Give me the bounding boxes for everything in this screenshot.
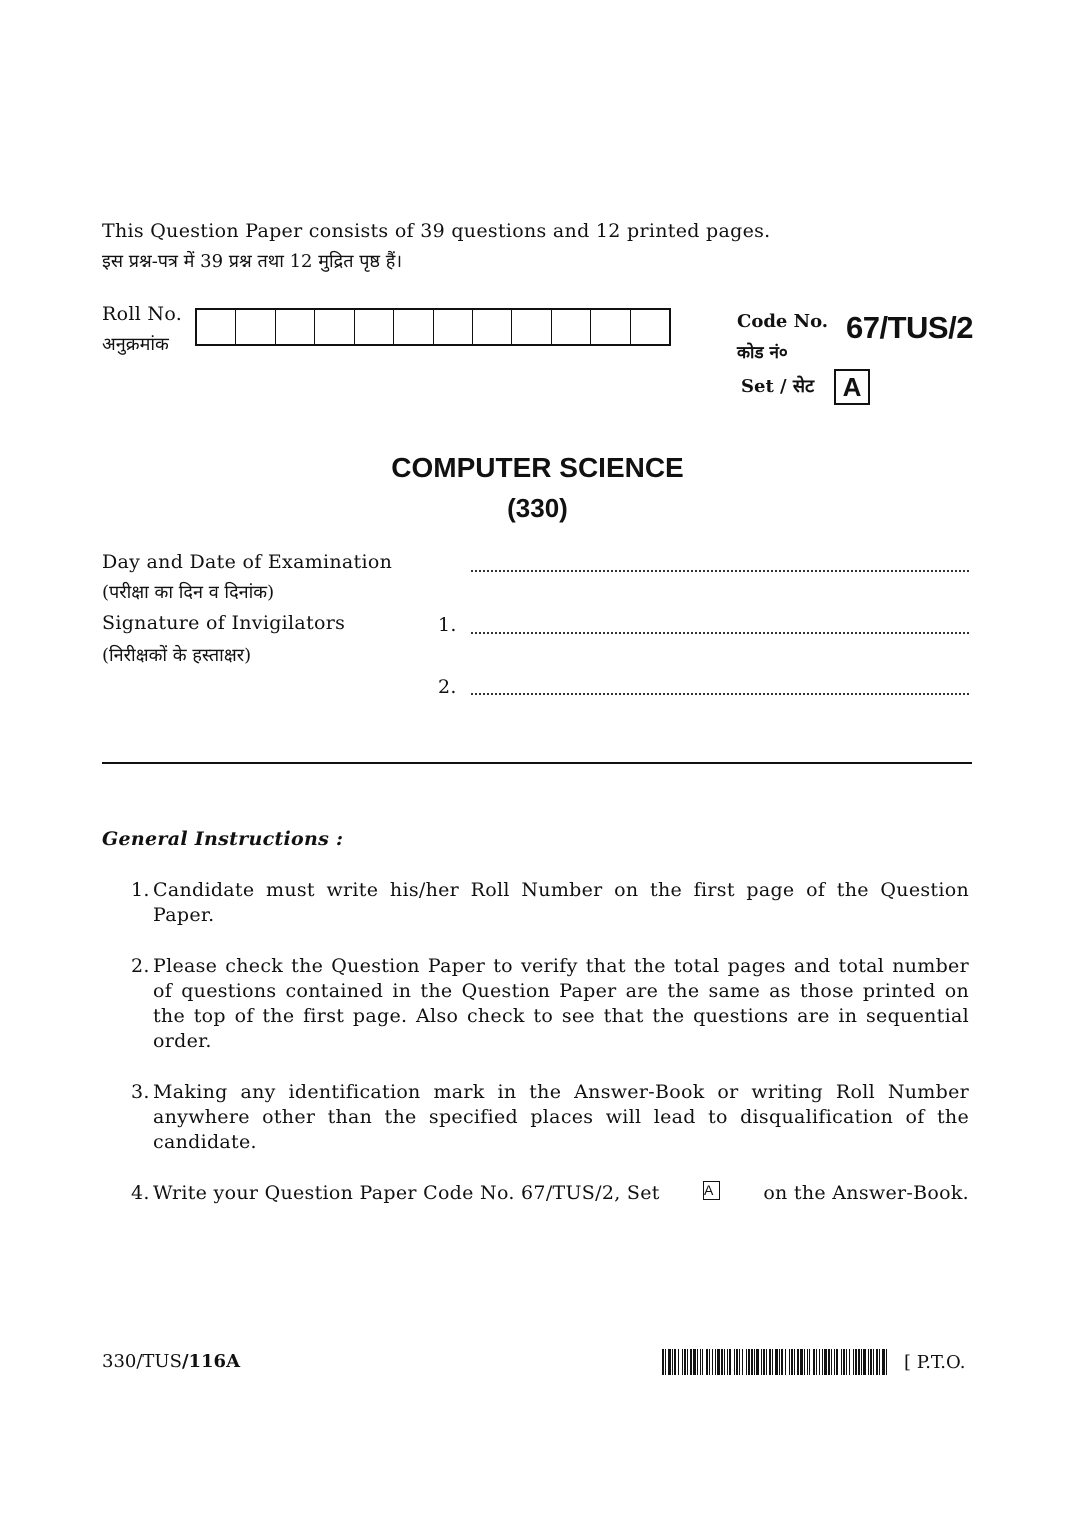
- code-label-hi: कोड नं०: [737, 343, 788, 363]
- roll-box[interactable]: [434, 310, 473, 344]
- exam-date-label-hi: (परीक्षा का दिन व दिनांक): [102, 582, 275, 603]
- instruction-text: [153, 1181, 969, 1206]
- instruction-text: Please check the Question Paper to verify that the total pages and total number of questions contained in the Question Paper are the same as those printed on the top of the first page. Also check to see that the questions are in sequential order.: [153, 955, 969, 1052]
- roll-box[interactable]: [197, 310, 236, 344]
- instruction-item: [102, 1181, 969, 1206]
- instruction-number: 2.: [131, 955, 150, 977]
- roll-label-hi: अनुक्रमांक: [102, 334, 169, 355]
- instruction-text: Making any identification mark in the Answer-Book or writing Roll Number anywhere other than the specified places will lead to disqualification of the candidate.: [153, 1081, 969, 1153]
- roll-box[interactable]: [394, 310, 433, 344]
- instruction-number: 4.: [131, 1182, 150, 1204]
- invigilator-1-number: 1.: [438, 614, 457, 636]
- exam-date-line[interactable]: [471, 570, 969, 572]
- set-box: A: [834, 369, 870, 405]
- roll-box[interactable]: [591, 310, 630, 344]
- roll-box[interactable]: [473, 310, 512, 344]
- invigilator-2-line[interactable]: [471, 693, 969, 695]
- roll-box[interactable]: [236, 310, 275, 344]
- instruction-text-before: Write your Question Paper Code No. 67/TUS/2, Set: [153, 1182, 660, 1204]
- instructions-heading: General Instructions :: [102, 828, 344, 850]
- set-inline-box: A: [703, 1181, 720, 1200]
- roll-box[interactable]: [512, 310, 551, 344]
- footer-code-bold: /116A: [181, 1351, 241, 1372]
- instruction-number: 1.: [131, 879, 150, 901]
- footer-paper-code: [102, 1351, 240, 1372]
- paper-consists-hi: इस प्रश्न-पत्र में 39 प्रश्न तथा 12 मुद्रित पृष्ठ हैं।: [102, 251, 403, 272]
- instruction-item: [102, 1080, 969, 1155]
- instruction-item: [102, 954, 969, 1054]
- roll-box[interactable]: [355, 310, 394, 344]
- footer-code-plain: 330/TUS: [102, 1351, 182, 1372]
- roll-box[interactable]: [631, 310, 669, 344]
- roll-number-boxes[interactable]: [195, 308, 671, 346]
- instruction-number: 3.: [131, 1081, 150, 1103]
- paper-consists-en: This Question Paper consists of 39 questions and 12 printed pages.: [102, 220, 771, 242]
- invigilator-label-en: Signature of Invigilators: [102, 612, 346, 634]
- code-number: 67/TUS/2: [846, 310, 973, 345]
- invigilator-label-hi: (निरीक्षकों के हस्ताक्षर): [102, 645, 252, 666]
- instruction-text-after: on the Answer-Book.: [763, 1182, 969, 1204]
- set-label: Set / सेट: [741, 376, 815, 397]
- barcode-icon: [662, 1349, 888, 1375]
- instructions-list: [102, 878, 969, 1206]
- pto-label: [ P.T.O.: [904, 1352, 966, 1373]
- subject-title: COMPUTER SCIENCE: [391, 452, 684, 483]
- invigilator-2-number: 2.: [438, 676, 457, 698]
- subject-code: (330): [507, 493, 568, 523]
- roll-box[interactable]: [315, 310, 354, 344]
- code-label-en: Code No.: [737, 311, 829, 332]
- roll-box[interactable]: [552, 310, 591, 344]
- barcode-space: [887, 1349, 888, 1375]
- instruction-text: Candidate must write his/her Roll Number on the first page of the Question Paper.: [153, 879, 969, 926]
- invigilator-1-line[interactable]: [471, 632, 969, 634]
- roll-label-en: Roll No.: [102, 303, 183, 325]
- roll-box[interactable]: [276, 310, 315, 344]
- section-divider: [102, 762, 972, 764]
- exam-date-label-en: Day and Date of Examination: [102, 551, 393, 573]
- instruction-item: [102, 878, 969, 928]
